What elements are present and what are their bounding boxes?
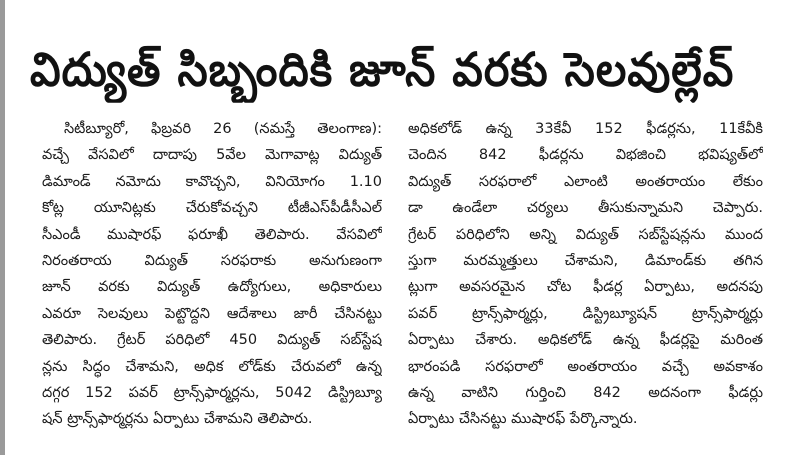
left-line-6: నిరంతరాయ విద్యుత్‌ సరఫరాకు అనుగుణంగా bbox=[42, 252, 382, 269]
right-line-10: భారంపడి సరఫరాలో అంతరాయం వచ్చే అవకాశం bbox=[408, 358, 763, 375]
left-line-5: సీఎండీ ముషారఫ్‌ ఫరూఖీ తెలిపారు. వేసవిలో bbox=[42, 226, 382, 243]
right-line-11: ఉన్న వాటిని గుర్తించి 842 అదనంగా ఫీడర్లు bbox=[408, 384, 763, 401]
right-line-9: ఏర్పాటు చేశారు. అధికలోడ్‌ ఉన్న ఫీడర్లపై మరింత bbox=[408, 332, 763, 349]
article-column-left bbox=[42, 116, 382, 433]
left-line-1: సిటీబ్యూరో, ఫిబ్రవరి 26 (నమస్తే తెలంగాణ): bbox=[64, 121, 382, 137]
right-line-5: గ్రేటర్‌ పరిధిలోని అన్ని విద్యుత్‌ సబ్‌స్టేషన్లను ముంద bbox=[408, 226, 763, 243]
right-line-6: స్తుగా మరమ్మత్తులు చేశామని, డిమాండ్‌కు తగిన bbox=[408, 252, 763, 269]
left-line-9: తెలిపారు. గ్రేటర్‌ పరిధిలో 450 విద్యుత్‌ సబ్‌స్టేష bbox=[42, 332, 382, 349]
left-line-10: న్లను సిద్ధం చేశామని, అధిక లోడ్‌కు చేరువలో ఉన్న bbox=[42, 358, 382, 375]
right-line-4: డా ఉండేలా చర్యలు తీసుకున్నామని చెప్పారు. bbox=[408, 200, 763, 217]
left-line-4: కోట్ల యూనిట్లకు చేరుకోవచ్చని టీజీఎస్‌పీడీసీఎల్‌ bbox=[42, 200, 382, 217]
right-line-7: ట్లుగా అవసరమైన చోట ఫీడర్ల ఏర్పాటు, అదనపు bbox=[408, 279, 763, 296]
left-line-8: ఎవరూ సెలవులు పెట్టొద్దని ఆదేశాలు జారీ చేసినట్టు bbox=[42, 305, 382, 322]
left-line-7: జూన్‌ వరకు విద్యుత్‌ ఉద్యోగులు, అధికారులు bbox=[42, 279, 382, 296]
right-line-12: ఏర్పాటు చేసినట్టు ముషారఫ్‌ పేర్కొన్నారు. bbox=[408, 411, 638, 428]
right-line-2: చెందిన 842 ఫీడర్లను విభజించి భవిష్యత్‌లో bbox=[408, 147, 763, 164]
right-line-3: విద్యుత్‌ సరఫరాలో ఎలాంటి అంతరాయం లేకుం bbox=[408, 173, 763, 190]
right-line-8: పవర్‌ ట్రాన్స్‌ఫార్మర్లు, డిస్ట్రిబ్యూషన్‌ ట్రాన్స్‌ఫార్మర్లు bbox=[408, 305, 763, 322]
article-column-right bbox=[408, 116, 763, 433]
right-line-1: అధికలోడ్‌ ఉన్న 33కేవీ 152 ఫీడర్లను, 11కేవీకి bbox=[408, 121, 763, 137]
left-line-2: వచ్చే వేసవిలో దాదాపు 5వేల మెగావాట్ల విద్యుత్‌ bbox=[42, 147, 382, 164]
left-line-12: షన్‌ ట్రాన్స్‌ఫార్మర్లను ఏర్పాటు చేశామని తెలిపారు. bbox=[42, 411, 313, 428]
left-line-11: దగ్గర 152 పవర్‌ ట్రాన్స్‌ఫార్మర్లను, 5042 డిస్ట్రిబ్యూ bbox=[42, 384, 382, 401]
article-headline: విద్యుత్‌ సిబ్బందికి జూన్‌ వరకు సెలవుల్లేవ్‌ bbox=[30, 43, 735, 98]
left-margin-rule bbox=[0, 0, 5, 455]
left-line-3: డిమాండ్‌ నమోదు కావొచ్చని, వినియోగం 1.10 bbox=[42, 173, 382, 190]
